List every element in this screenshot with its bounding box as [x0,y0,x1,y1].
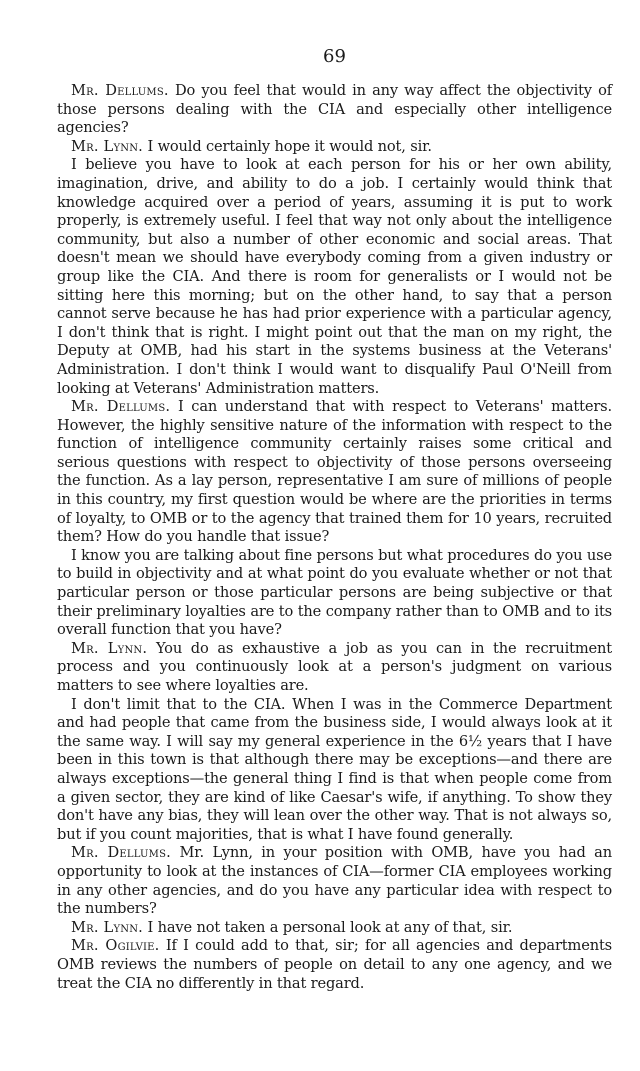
paragraph-text: If I could add to that, sir; for all agencies and departments OMB reviews the numbers of people on detail to any one agency, and we treat the CIA no differently in that regard. [57,937,612,992]
transcript-paragraph [57,82,612,138]
transcript-paragraph [57,937,612,993]
speaker-name: Mr. Dellums. [71,398,171,416]
page-number: 69 [323,46,346,67]
speaker-name: Mr. Lynn. [71,137,143,155]
paragraph-text: You do as exhaustive a job as you can in the recruitment process and you continuously look at a person's judgment on various matters to see where loyalties are. [57,639,613,694]
paragraph-text: I can understand that with respect to Veterans' matters. However, the highly sensitive nature of the information with respect to the function of intelligence community certainly raises some critical and serious questions with respect to objectivity of those persons overseeing the function. As a lay person, representative I am sure of millions of people in this country, my first question would be where are the priorities in terms of loyalty, to OMB or to the agency that trained them for 10 years, recruited them? How do you handle that issue? [57,398,612,546]
paragraph-text: I have not taken a personal look at any of that, sir. [142,918,513,936]
speaker-name: Mr. Lynn. [71,639,148,657]
transcript-paragraph [57,640,612,696]
paragraph-text: Do you feel that would in any way affect the objectivity of those persons dealing with the CIA and especially other intelligence agencies? [57,82,612,137]
speaker-name: Mr. Lynn. [71,918,143,936]
paragraph-text: I know you are talking about fine persons but what procedures do you use to build in objectivity and at what point do you evaluate whether or not that particular person or those particular persons are being subjective or that their preliminary loyalties are to the company rather than to OMB and to its overall function that you have? [57,546,612,639]
speaker-name: Mr. Dellums. [71,82,169,99]
speaker-name: Mr. Dellums. [71,844,172,862]
hearing-transcript [57,82,612,993]
transcript-paragraph [57,844,612,918]
transcript-paragraph [57,547,612,640]
transcript-paragraph [57,696,612,845]
paragraph-text: I would certainly hope it would not, sir. [142,137,432,155]
paragraph-text: I don't limit that to the CIA. When I was in the Commerce Department and had people that came from the business side, I would always look at it the same way. I will say my general experience in the 6½ years that I have been in this town is that although there may be exceptions—and there are always exceptions—the general thing I find is that when people come from a given sector, they are kind of like Caesar's wife, if anything. To show they don't have any bias, they will lean over the other way. That is not always so, but if you count majorities, that is what I have found generally. [57,695,612,843]
transcript-paragraph [57,156,612,398]
transcript-paragraph [57,138,612,157]
transcript-paragraph [57,919,612,938]
paragraph-text: Mr. Lynn, in your position with OMB, have you had an opportunity to look at the instances of CIA—former CIA employees working in any other agencies, and do you have any particular idea with respect to the numbers? [57,844,612,918]
paragraph-text: I believe you have to look at each person for his or her own ability, imagination, drive, and ability to do a job. I certainly would think that knowledge acquired over a period of years, assuming it is put to work properly, is extremely useful. I feel that way not only about the intelligence community, but also a number of other economic and social areas. That doesn't mean we should have everybody coming from a given industry or group like the CIA. And there is room for generalists or I would not be sitting here this morning; but on the other hand, to say that a person cannot serve because he has had prior experience with a particular agency, I don't think that is right. I might point out that the man on my right, the Deputy at OMB, had his start in the systems business at the Veterans' Administration. I don't think I would want to disqualify Paul O'Neill from looking at Veterans' Administration matters. [57,156,612,397]
transcript-paragraph [57,398,612,547]
speaker-name: Mr. Ogilvie. [71,937,160,955]
